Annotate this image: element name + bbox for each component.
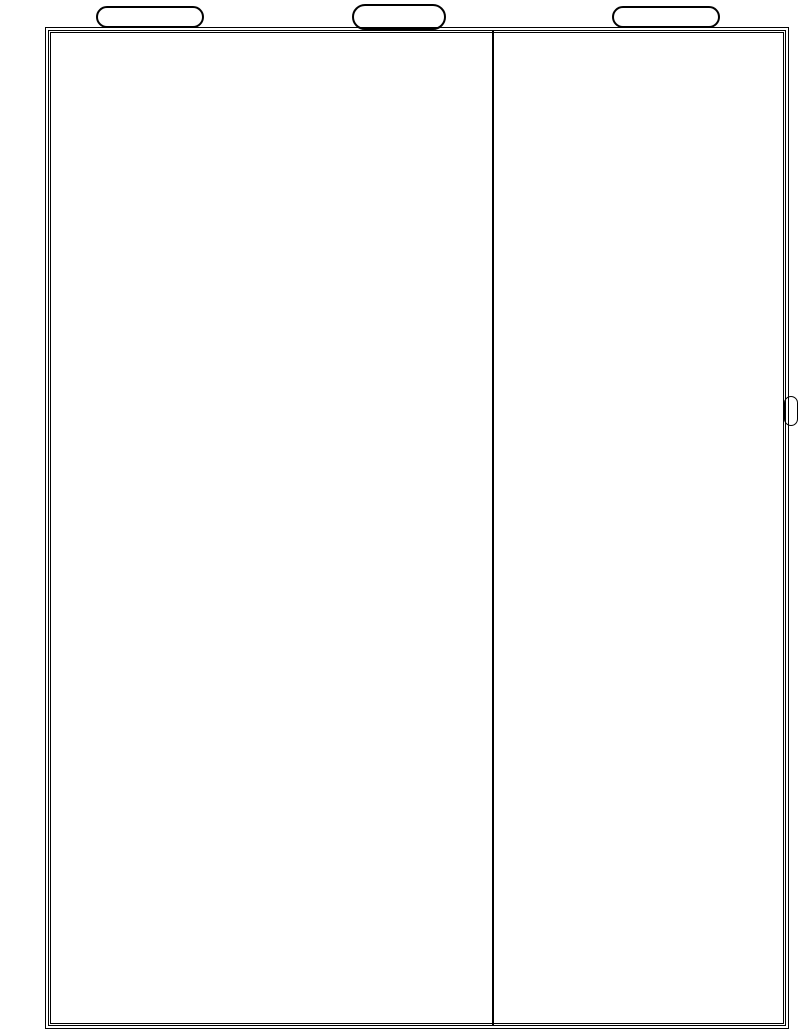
page-frame (48, 30, 786, 1026)
page-header (0, 4, 801, 30)
surah-label (612, 6, 720, 28)
page-number (352, 4, 446, 30)
juz-label (96, 6, 204, 28)
ruku-marker (784, 396, 798, 426)
column-divider (492, 30, 494, 1026)
